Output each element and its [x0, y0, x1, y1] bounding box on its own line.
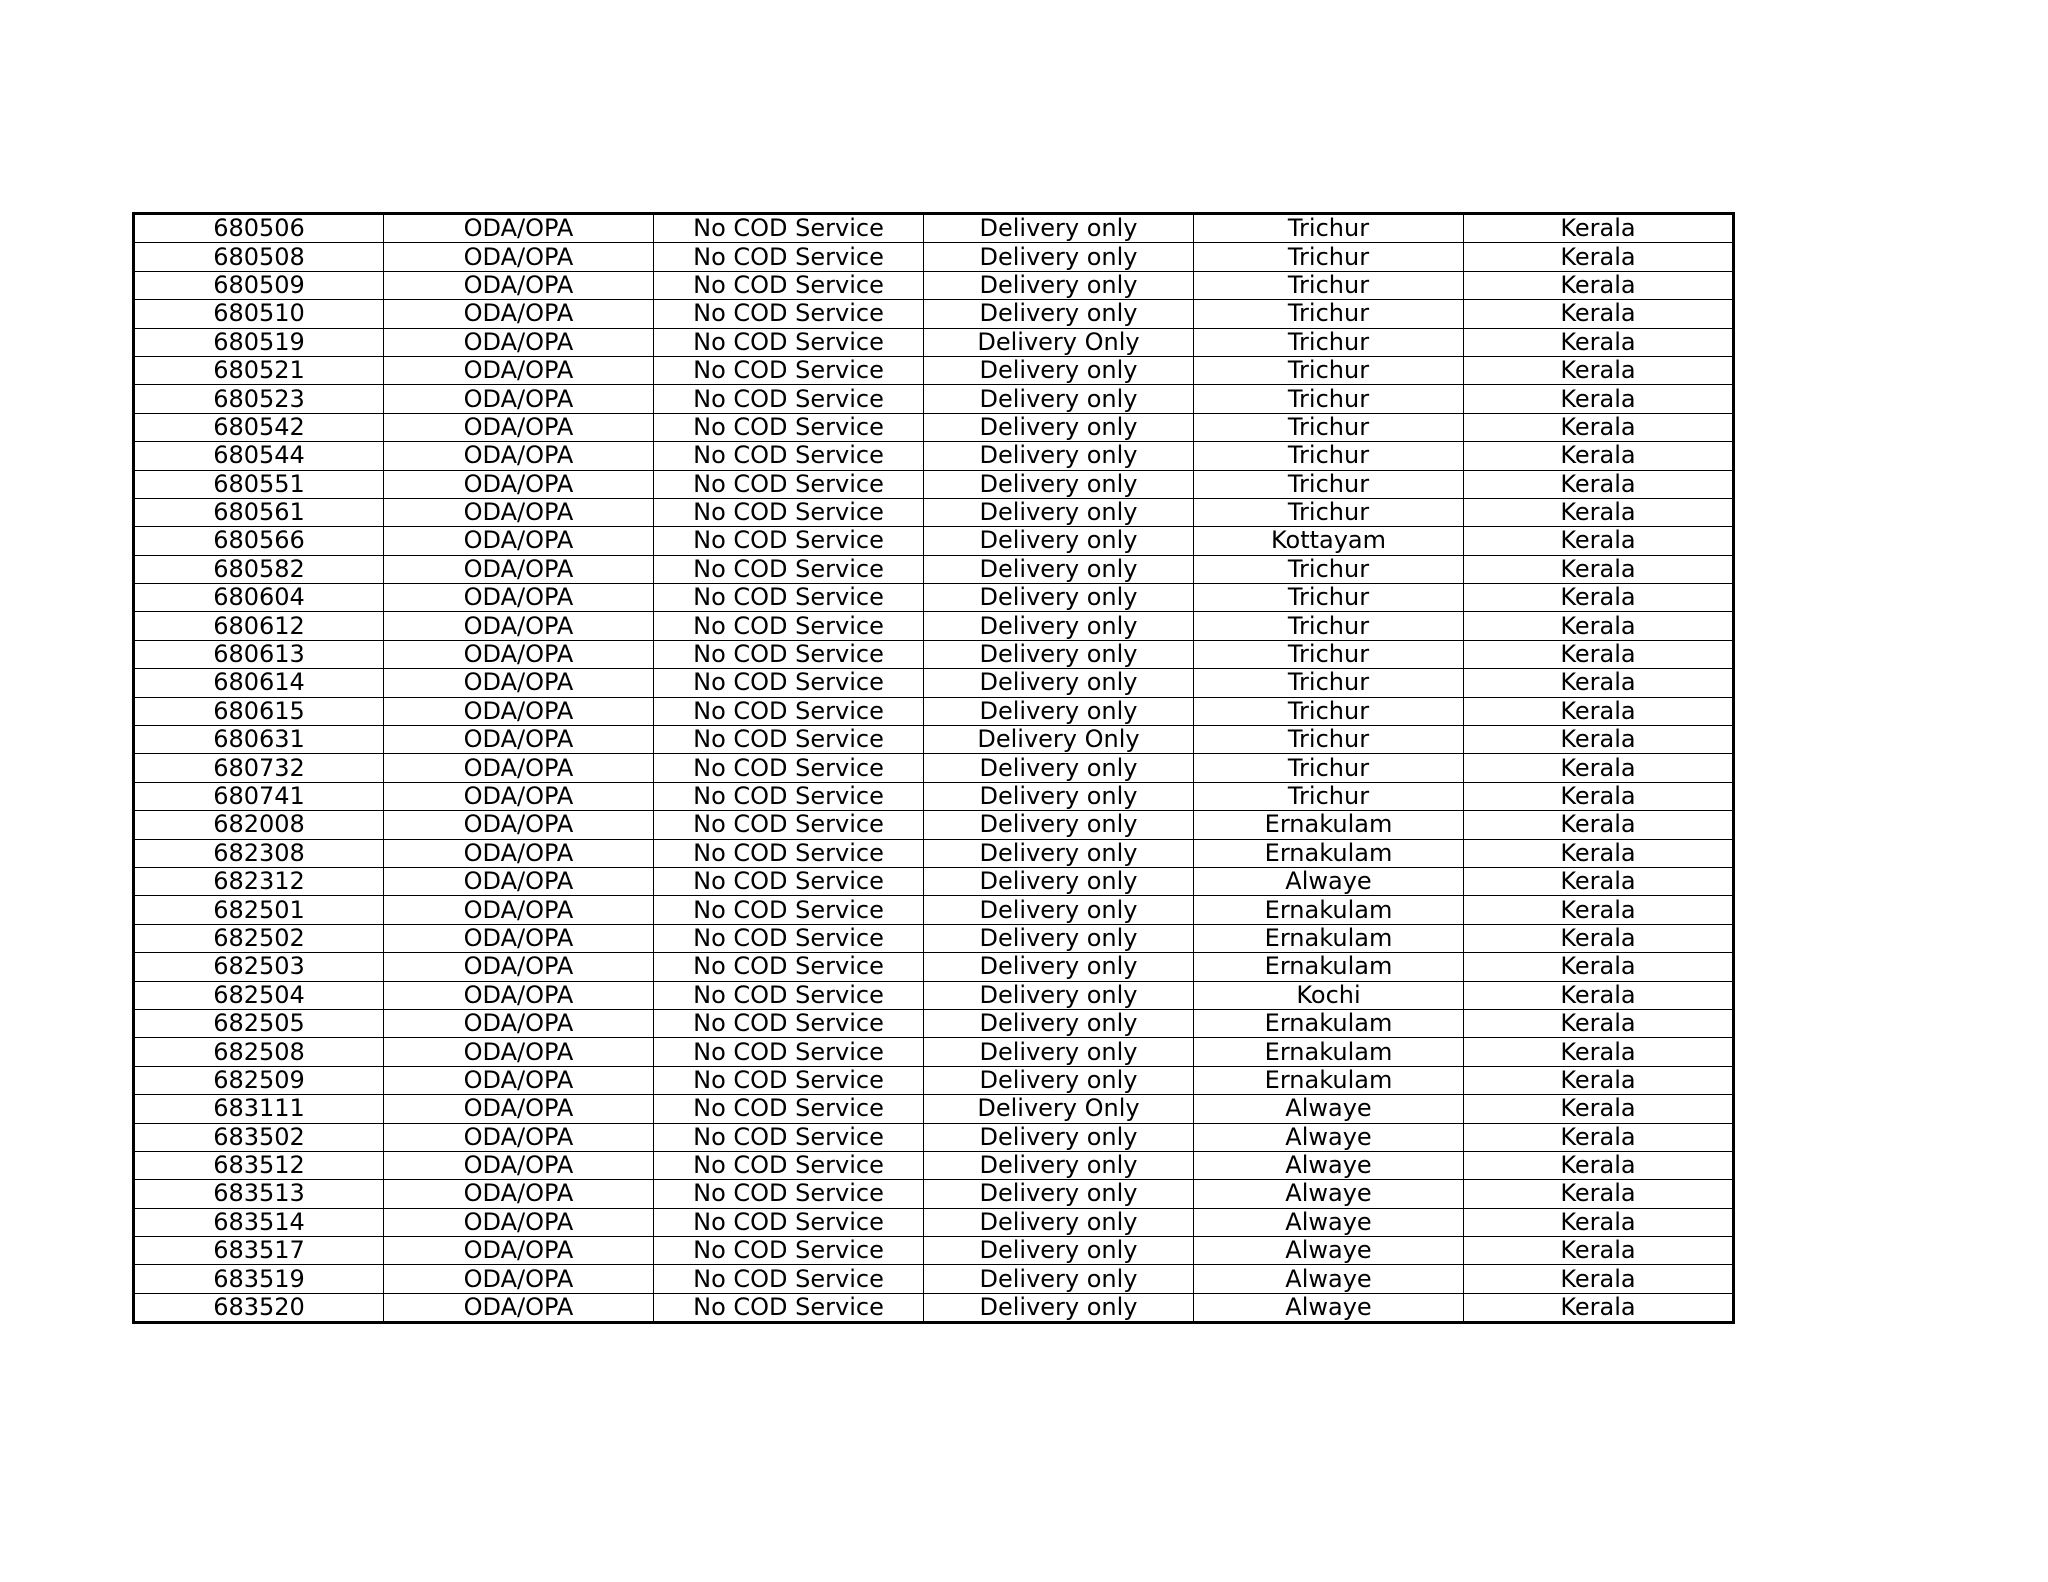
state-cell: Kerala: [1464, 300, 1734, 328]
table-row: [134, 413, 1734, 441]
pincode-cell: 680604: [134, 584, 384, 612]
service-type-cell: Delivery only: [924, 754, 1194, 782]
pincode-cell: 682505: [134, 1009, 384, 1037]
oda-status-cell: ODA/OPA: [384, 271, 654, 299]
service-type-cell: Delivery only: [924, 584, 1194, 612]
pincode-cell: 683517: [134, 1237, 384, 1265]
oda-status-cell: ODA/OPA: [384, 896, 654, 924]
pincode-cell: 683512: [134, 1151, 384, 1179]
oda-status-cell: ODA/OPA: [384, 953, 654, 981]
oda-status-cell: ODA/OPA: [384, 470, 654, 498]
cod-service-cell: No COD Service: [654, 328, 924, 356]
table-row: [134, 498, 1734, 526]
pincode-cell: 683502: [134, 1123, 384, 1151]
state-cell: Kerala: [1464, 782, 1734, 810]
city-cell: Trichur: [1194, 754, 1464, 782]
pincode-cell: 680551: [134, 470, 384, 498]
service-type-cell: Delivery only: [924, 413, 1194, 441]
service-type-cell: Delivery only: [924, 498, 1194, 526]
city-cell: Ernakulam: [1194, 811, 1464, 839]
service-type-cell: Delivery only: [924, 1265, 1194, 1293]
table-row: [134, 1265, 1734, 1293]
table-row: [134, 754, 1734, 782]
state-cell: Kerala: [1464, 1293, 1734, 1322]
oda-status-cell: ODA/OPA: [384, 782, 654, 810]
state-cell: Kerala: [1464, 1208, 1734, 1236]
pincode-cell: 680732: [134, 754, 384, 782]
oda-status-cell: ODA/OPA: [384, 1095, 654, 1123]
cod-service-cell: No COD Service: [654, 981, 924, 1009]
cod-service-cell: No COD Service: [654, 271, 924, 299]
oda-status-cell: ODA/OPA: [384, 1038, 654, 1066]
service-type-cell: Delivery only: [924, 527, 1194, 555]
state-cell: Kerala: [1464, 1066, 1734, 1094]
service-type-cell: Delivery only: [924, 669, 1194, 697]
city-cell: Trichur: [1194, 413, 1464, 441]
table-row: [134, 1038, 1734, 1066]
service-type-cell: Delivery only: [924, 470, 1194, 498]
oda-status-cell: ODA/OPA: [384, 697, 654, 725]
cod-service-cell: No COD Service: [654, 811, 924, 839]
state-cell: Kerala: [1464, 697, 1734, 725]
oda-status-cell: ODA/OPA: [384, 867, 654, 895]
oda-status-cell: ODA/OPA: [384, 498, 654, 526]
oda-status-cell: ODA/OPA: [384, 555, 654, 583]
oda-status-cell: ODA/OPA: [384, 356, 654, 384]
cod-service-cell: No COD Service: [654, 470, 924, 498]
city-cell: Alwaye: [1194, 1265, 1464, 1293]
state-cell: Kerala: [1464, 726, 1734, 754]
cod-service-cell: No COD Service: [654, 953, 924, 981]
table-row: [134, 527, 1734, 555]
cod-service-cell: No COD Service: [654, 413, 924, 441]
state-cell: Kerala: [1464, 271, 1734, 299]
oda-status-cell: ODA/OPA: [384, 640, 654, 668]
pincode-service-table: [132, 212, 1735, 1324]
pincode-cell: 682509: [134, 1066, 384, 1094]
cod-service-cell: No COD Service: [654, 896, 924, 924]
state-cell: Kerala: [1464, 612, 1734, 640]
pincode-cell: 680508: [134, 243, 384, 271]
table-row: [134, 243, 1734, 271]
city-cell: Trichur: [1194, 555, 1464, 583]
oda-status-cell: ODA/OPA: [384, 811, 654, 839]
service-type-cell: Delivery only: [924, 300, 1194, 328]
city-cell: Alwaye: [1194, 1237, 1464, 1265]
city-cell: Alwaye: [1194, 867, 1464, 895]
cod-service-cell: No COD Service: [654, 1151, 924, 1179]
state-cell: Kerala: [1464, 1038, 1734, 1066]
cod-service-cell: No COD Service: [654, 385, 924, 413]
city-cell: Ernakulam: [1194, 1009, 1464, 1037]
table-row: [134, 726, 1734, 754]
pincode-cell: 680566: [134, 527, 384, 555]
city-cell: Kochi: [1194, 981, 1464, 1009]
service-type-cell: Delivery only: [924, 1208, 1194, 1236]
cod-service-cell: No COD Service: [654, 1180, 924, 1208]
cod-service-cell: No COD Service: [654, 1095, 924, 1123]
cod-service-cell: No COD Service: [654, 1038, 924, 1066]
cod-service-cell: No COD Service: [654, 498, 924, 526]
table-row: [134, 1208, 1734, 1236]
table-row: [134, 839, 1734, 867]
oda-status-cell: ODA/OPA: [384, 754, 654, 782]
city-cell: Trichur: [1194, 271, 1464, 299]
table-row: [134, 356, 1734, 384]
pincode-cell: 682308: [134, 839, 384, 867]
city-cell: Ernakulam: [1194, 896, 1464, 924]
oda-status-cell: ODA/OPA: [384, 981, 654, 1009]
pincode-cell: 680613: [134, 640, 384, 668]
state-cell: Kerala: [1464, 470, 1734, 498]
table-row: [134, 1237, 1734, 1265]
table-row: [134, 1095, 1734, 1123]
pincode-cell: 680521: [134, 356, 384, 384]
service-type-cell: Delivery only: [924, 1180, 1194, 1208]
cod-service-cell: No COD Service: [654, 1208, 924, 1236]
table-row: [134, 584, 1734, 612]
city-cell: Trichur: [1194, 584, 1464, 612]
cod-service-cell: No COD Service: [654, 1066, 924, 1094]
oda-status-cell: ODA/OPA: [384, 612, 654, 640]
cod-service-cell: No COD Service: [654, 1237, 924, 1265]
city-cell: Trichur: [1194, 640, 1464, 668]
oda-status-cell: ODA/OPA: [384, 1180, 654, 1208]
pincode-cell: 680510: [134, 300, 384, 328]
state-cell: Kerala: [1464, 1009, 1734, 1037]
oda-status-cell: ODA/OPA: [384, 214, 654, 243]
table-row: [134, 1180, 1734, 1208]
city-cell: Trichur: [1194, 356, 1464, 384]
oda-status-cell: ODA/OPA: [384, 1123, 654, 1151]
service-type-cell: Delivery only: [924, 271, 1194, 299]
oda-status-cell: ODA/OPA: [384, 1066, 654, 1094]
oda-status-cell: ODA/OPA: [384, 924, 654, 952]
service-type-cell: Delivery only: [924, 356, 1194, 384]
state-cell: Kerala: [1464, 1095, 1734, 1123]
pincode-cell: 680509: [134, 271, 384, 299]
pincode-cell: 680614: [134, 669, 384, 697]
city-cell: Trichur: [1194, 697, 1464, 725]
table-row: [134, 1151, 1734, 1179]
pincode-cell: 680612: [134, 612, 384, 640]
service-type-cell: Delivery only: [924, 782, 1194, 810]
pincode-cell: 680615: [134, 697, 384, 725]
table-row: [134, 442, 1734, 470]
cod-service-cell: No COD Service: [654, 1123, 924, 1151]
table-row: [134, 981, 1734, 1009]
city-cell: Ernakulam: [1194, 839, 1464, 867]
table-row: [134, 612, 1734, 640]
state-cell: Kerala: [1464, 953, 1734, 981]
service-type-cell: Delivery only: [924, 214, 1194, 243]
pincode-cell: 680741: [134, 782, 384, 810]
service-type-cell: Delivery Only: [924, 1095, 1194, 1123]
cod-service-cell: No COD Service: [654, 356, 924, 384]
state-cell: Kerala: [1464, 924, 1734, 952]
table-row: [134, 271, 1734, 299]
pincode-cell: 683513: [134, 1180, 384, 1208]
state-cell: Kerala: [1464, 442, 1734, 470]
city-cell: Alwaye: [1194, 1123, 1464, 1151]
city-cell: Trichur: [1194, 214, 1464, 243]
table-row: [134, 470, 1734, 498]
table-row: [134, 697, 1734, 725]
service-type-cell: Delivery only: [924, 1009, 1194, 1037]
table-row: [134, 896, 1734, 924]
table-row: [134, 385, 1734, 413]
pincode-cell: 680544: [134, 442, 384, 470]
pincode-cell: 682501: [134, 896, 384, 924]
service-type-cell: Delivery Only: [924, 726, 1194, 754]
state-cell: Kerala: [1464, 981, 1734, 1009]
table-row: [134, 669, 1734, 697]
cod-service-cell: No COD Service: [654, 697, 924, 725]
service-type-cell: Delivery only: [924, 1237, 1194, 1265]
oda-status-cell: ODA/OPA: [384, 300, 654, 328]
oda-status-cell: ODA/OPA: [384, 839, 654, 867]
service-type-cell: Delivery only: [924, 896, 1194, 924]
cod-service-cell: No COD Service: [654, 243, 924, 271]
cod-service-cell: No COD Service: [654, 555, 924, 583]
state-cell: Kerala: [1464, 1180, 1734, 1208]
service-type-cell: Delivery only: [924, 640, 1194, 668]
pincode-cell: 682008: [134, 811, 384, 839]
oda-status-cell: ODA/OPA: [384, 1265, 654, 1293]
service-type-cell: Delivery only: [924, 1151, 1194, 1179]
service-type-cell: Delivery only: [924, 811, 1194, 839]
state-cell: Kerala: [1464, 385, 1734, 413]
city-cell: Alwaye: [1194, 1095, 1464, 1123]
service-type-cell: Delivery only: [924, 924, 1194, 952]
city-cell: Trichur: [1194, 243, 1464, 271]
pincode-cell: 682504: [134, 981, 384, 1009]
service-type-cell: Delivery only: [924, 1293, 1194, 1322]
table-row: [134, 214, 1734, 243]
service-type-cell: Delivery only: [924, 612, 1194, 640]
city-cell: Trichur: [1194, 726, 1464, 754]
cod-service-cell: No COD Service: [654, 1009, 924, 1037]
service-type-cell: Delivery only: [924, 981, 1194, 1009]
table-row: [134, 953, 1734, 981]
service-type-cell: Delivery only: [924, 1038, 1194, 1066]
pincode-cell: 682503: [134, 953, 384, 981]
service-type-cell: Delivery Only: [924, 328, 1194, 356]
table-row: [134, 867, 1734, 895]
service-type-cell: Delivery only: [924, 697, 1194, 725]
city-cell: Alwaye: [1194, 1180, 1464, 1208]
oda-status-cell: ODA/OPA: [384, 527, 654, 555]
city-cell: Trichur: [1194, 385, 1464, 413]
service-type-cell: Delivery only: [924, 555, 1194, 583]
city-cell: Trichur: [1194, 498, 1464, 526]
cod-service-cell: No COD Service: [654, 924, 924, 952]
state-cell: Kerala: [1464, 867, 1734, 895]
table-row: [134, 811, 1734, 839]
state-cell: Kerala: [1464, 328, 1734, 356]
state-cell: Kerala: [1464, 413, 1734, 441]
service-type-cell: Delivery only: [924, 442, 1194, 470]
pincode-cell: 680542: [134, 413, 384, 441]
state-cell: Kerala: [1464, 669, 1734, 697]
oda-status-cell: ODA/OPA: [384, 584, 654, 612]
city-cell: Ernakulam: [1194, 1066, 1464, 1094]
cod-service-cell: No COD Service: [654, 640, 924, 668]
service-type-cell: Delivery only: [924, 385, 1194, 413]
city-cell: Trichur: [1194, 470, 1464, 498]
oda-status-cell: ODA/OPA: [384, 1293, 654, 1322]
oda-status-cell: ODA/OPA: [384, 1237, 654, 1265]
state-cell: Kerala: [1464, 640, 1734, 668]
table-row: [134, 924, 1734, 952]
pincode-cell: 680631: [134, 726, 384, 754]
service-type-cell: Delivery only: [924, 243, 1194, 271]
table-row: [134, 1009, 1734, 1037]
cod-service-cell: No COD Service: [654, 669, 924, 697]
pincode-cell: 683111: [134, 1095, 384, 1123]
state-cell: Kerala: [1464, 243, 1734, 271]
cod-service-cell: No COD Service: [654, 726, 924, 754]
state-cell: Kerala: [1464, 839, 1734, 867]
table-row: [134, 640, 1734, 668]
service-type-cell: Delivery only: [924, 1066, 1194, 1094]
pincode-cell: 682312: [134, 867, 384, 895]
pincode-cell: 683519: [134, 1265, 384, 1293]
pincode-cell: 680582: [134, 555, 384, 583]
table-row: [134, 1293, 1734, 1322]
service-type-cell: Delivery only: [924, 953, 1194, 981]
cod-service-cell: No COD Service: [654, 527, 924, 555]
city-cell: Trichur: [1194, 669, 1464, 697]
service-type-cell: Delivery only: [924, 1123, 1194, 1151]
cod-service-cell: No COD Service: [654, 442, 924, 470]
service-type-cell: Delivery only: [924, 839, 1194, 867]
service-type-cell: Delivery only: [924, 867, 1194, 895]
table-row: [134, 1123, 1734, 1151]
table-row: [134, 328, 1734, 356]
pincode-cell: 680519: [134, 328, 384, 356]
oda-status-cell: ODA/OPA: [384, 243, 654, 271]
table-row: [134, 782, 1734, 810]
oda-status-cell: ODA/OPA: [384, 726, 654, 754]
city-cell: Kottayam: [1194, 527, 1464, 555]
state-cell: Kerala: [1464, 584, 1734, 612]
pincode-cell: 680561: [134, 498, 384, 526]
pincode-cell: 683520: [134, 1293, 384, 1322]
state-cell: Kerala: [1464, 214, 1734, 243]
cod-service-cell: No COD Service: [654, 214, 924, 243]
city-cell: Ernakulam: [1194, 953, 1464, 981]
city-cell: Alwaye: [1194, 1151, 1464, 1179]
city-cell: Trichur: [1194, 612, 1464, 640]
city-cell: Alwaye: [1194, 1208, 1464, 1236]
table-body: [134, 214, 1734, 1323]
city-cell: Ernakulam: [1194, 924, 1464, 952]
pincode-cell: 683514: [134, 1208, 384, 1236]
table-row: [134, 1066, 1734, 1094]
city-cell: Trichur: [1194, 442, 1464, 470]
table-row: [134, 300, 1734, 328]
oda-status-cell: ODA/OPA: [384, 442, 654, 470]
cod-service-cell: No COD Service: [654, 754, 924, 782]
pincode-cell: 682502: [134, 924, 384, 952]
state-cell: Kerala: [1464, 555, 1734, 583]
oda-status-cell: ODA/OPA: [384, 1151, 654, 1179]
pincode-cell: 680506: [134, 214, 384, 243]
cod-service-cell: No COD Service: [654, 584, 924, 612]
state-cell: Kerala: [1464, 1237, 1734, 1265]
cod-service-cell: No COD Service: [654, 782, 924, 810]
state-cell: Kerala: [1464, 1123, 1734, 1151]
cod-service-cell: No COD Service: [654, 612, 924, 640]
oda-status-cell: ODA/OPA: [384, 413, 654, 441]
oda-status-cell: ODA/OPA: [384, 1009, 654, 1037]
state-cell: Kerala: [1464, 811, 1734, 839]
city-cell: Ernakulam: [1194, 1038, 1464, 1066]
cod-service-cell: No COD Service: [654, 839, 924, 867]
city-cell: Trichur: [1194, 328, 1464, 356]
city-cell: Trichur: [1194, 300, 1464, 328]
table-row: [134, 555, 1734, 583]
state-cell: Kerala: [1464, 498, 1734, 526]
cod-service-cell: No COD Service: [654, 867, 924, 895]
oda-status-cell: ODA/OPA: [384, 328, 654, 356]
oda-status-cell: ODA/OPA: [384, 385, 654, 413]
city-cell: Alwaye: [1194, 1293, 1464, 1322]
state-cell: Kerala: [1464, 896, 1734, 924]
oda-status-cell: ODA/OPA: [384, 1208, 654, 1236]
state-cell: Kerala: [1464, 754, 1734, 782]
cod-service-cell: No COD Service: [654, 300, 924, 328]
cod-service-cell: No COD Service: [654, 1265, 924, 1293]
oda-status-cell: ODA/OPA: [384, 669, 654, 697]
state-cell: Kerala: [1464, 1265, 1734, 1293]
state-cell: Kerala: [1464, 356, 1734, 384]
state-cell: Kerala: [1464, 527, 1734, 555]
pincode-cell: 680523: [134, 385, 384, 413]
cod-service-cell: No COD Service: [654, 1293, 924, 1322]
pincode-cell: 682508: [134, 1038, 384, 1066]
state-cell: Kerala: [1464, 1151, 1734, 1179]
city-cell: Trichur: [1194, 782, 1464, 810]
